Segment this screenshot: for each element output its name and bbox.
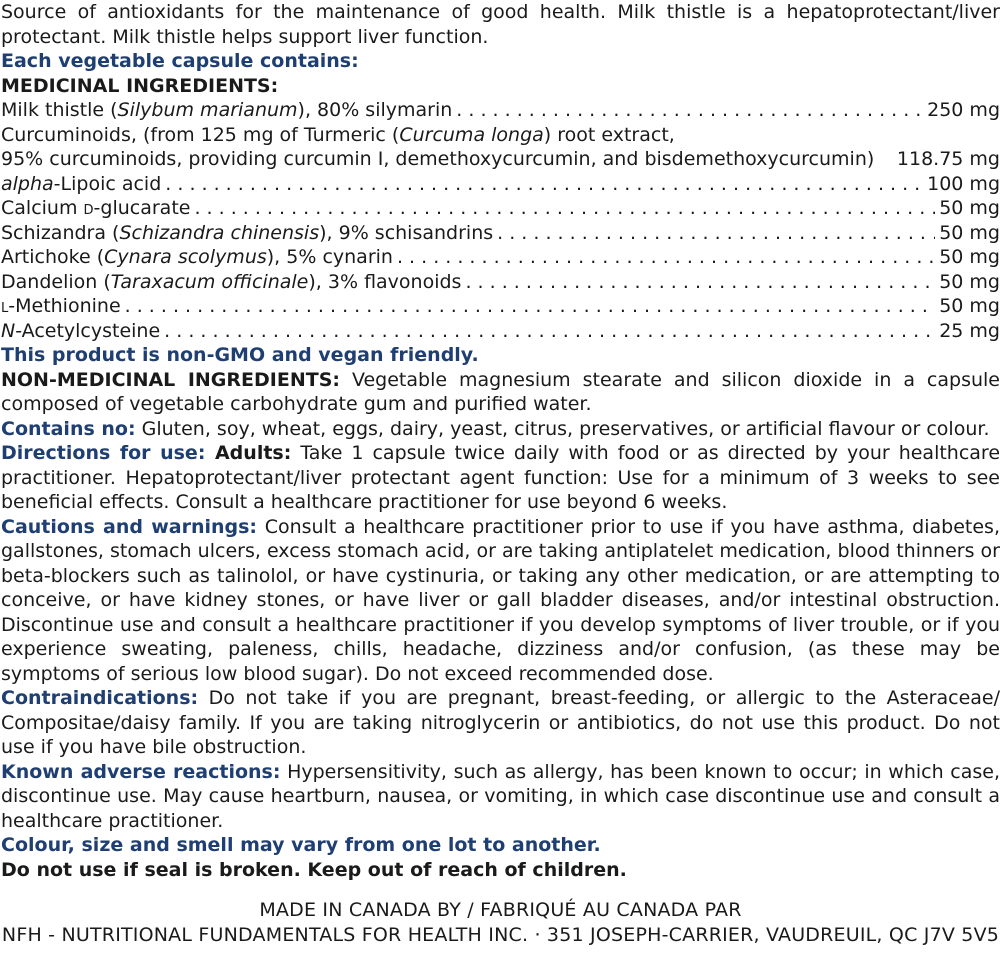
dot-leader (465, 270, 935, 295)
dot-leader (164, 319, 935, 344)
dot-leader (125, 294, 936, 319)
ingredient-name: Milk thistle (Silybum marianum), 80% silymarin (1, 99, 453, 121)
ingredient-amount: 50 mg (939, 295, 1000, 317)
capsule-heading: Each vegetable capsule contains: (1, 50, 359, 72)
contraindications-label: Contraindications: (1, 687, 199, 709)
ingredient-row (1, 270, 1000, 295)
colour-note: Colour, size and smell may vary from one lot to another. (1, 834, 601, 856)
ingredient-amount: 50 mg (939, 246, 1000, 268)
adverse-label: Known adverse reactions: (1, 760, 281, 783)
non-medicinal-label: NON-MEDICINAL INGREDIENTS: (1, 368, 340, 391)
ingredient-amount: 50 mg (939, 270, 1000, 293)
ingredient-row (1, 172, 1000, 197)
contains-no-section (1, 417, 1000, 442)
dot-leader (497, 221, 935, 246)
intro-text: Source of antioxidants for the maintenance of good health. Milk thistle is a hepatoprotectant/liver protectant. Milk thistle helps support liver function. (1, 1, 1000, 48)
contains-no-text: Gluten, soy, wheat, eggs, dairy, yeast, citrus, preservatives, or artificial flavour or colour. (135, 417, 990, 440)
ingredient-row (1, 98, 1000, 123)
non-medicinal-section (1, 368, 1000, 417)
ingredient-name: Dandelion (Taraxacum officinale), 3% flavonoids (1, 270, 462, 293)
ingredient-list (1, 98, 1000, 343)
non-medicinal-text: Vegetable magnesium stearate and silicon dioxide in a capsule composed of vegetable carbohydrate gum and purified water. (1, 368, 1000, 415)
ingredient-row (1, 196, 1000, 221)
ingredient-name: l-Methionine (1, 295, 121, 317)
ingredient-row (1, 294, 1000, 319)
directions-text: Take 1 capsule twice daily with food or as directed by your healthcare practitioner. Hepatoprotectant/liver protectant agent function: Use for a minimum of 3 weeks to see beneficial effects. Consult a healthcare practitioner for use beyond 6 weeks. (1, 442, 1000, 513)
non-gmo-statement: This product is non-GMO and vegan friendly. (1, 344, 479, 366)
contraindications-text: Do not take if you are pregnant, breast-feeding, or allergic to the Asteraceae/ Compositae/daisy family. If you are taking nitroglycerin or antibiotics, do not use this product. Do not use if you have bile obstruction. (1, 687, 1000, 758)
dot-leader (397, 245, 935, 270)
ingredient-name: Schizandra (Schizandra chinensis), 9% schisandrins (1, 221, 494, 244)
ingredient-amount: 50 mg (939, 197, 1000, 219)
ingredient-row (1, 221, 1000, 246)
ingredient-amount: 25 mg (939, 319, 1000, 342)
footer-made-in: MADE IN CANADA BY / FABRIQUÉ AU CANADA PAR (259, 899, 742, 921)
footer-address: NFH - NUTRITIONAL FUNDAMENTALS FOR HEALTH INC. · 351 JOSEPH-CARRIER, VAUDREUIL, QC J7V 5V5 (1, 923, 1000, 946)
ingredient-amount: 250 mg (927, 99, 1000, 121)
cautions-section (1, 515, 1000, 687)
directions-section (1, 441, 1000, 515)
ingredient-row (1, 319, 1000, 344)
ingredient-amount: 100 mg (927, 172, 1000, 195)
ingredient-amount: 118.75 mg (896, 148, 1000, 170)
ingredient-row (1, 147, 1000, 172)
seal-note: Do not use if seal is broken. Keep out of reach of children. (1, 858, 627, 881)
ingredient-name: N-Acetylcysteine (1, 319, 161, 342)
ingredient-row: Curcuminoids, (from 125 mg of Turmeric (Curcuma longa) root extract, (1, 123, 675, 146)
medicinal-heading: MEDICINAL INGREDIENTS: (1, 74, 279, 97)
ingredient-name: Artichoke (Cynara scolymus), 5% cynarin (1, 246, 393, 268)
manufacturer-footer (1, 898, 1000, 947)
cautions-label: Cautions and warnings: (1, 515, 258, 538)
directions-sublabel: Adults: (205, 442, 292, 464)
ingredient-row (1, 245, 1000, 270)
adverse-text: Hypersensitivity, such as allergy, has been known to occur; in which case, discontinue use. May cause heartburn, nausea, or vomiting, in which case discontinue use and consult a healthcare practitioner. (1, 760, 1000, 832)
dot-leader (456, 98, 923, 123)
contraindications-section (1, 686, 1000, 760)
adverse-section (1, 760, 1000, 834)
dot-leader (194, 196, 935, 221)
ingredient-name: Calcium d-glucarate (1, 197, 191, 219)
ingredient-name: 95% curcuminoids, providing curcumin I, demethoxycurcumin, and bisdemethoxycurcumin) (1, 148, 875, 170)
dot-leader (165, 172, 923, 197)
ingredient-name: alpha-Lipoic acid (1, 172, 162, 195)
cautions-text: Consult a healthcare practitioner prior to use if you have asthma, diabetes, gallstones, stomach ulcers, excess stomach acid, or are taking antiplatelet medication, blood thinners or beta-blockers such as talinolol, or have cystinuria, or taking any other medication, or are attempting to conceive, or have kidney stones, or have liver or gall bladder diseases, and/or intestinal obstruction. Discontinue use and consult a healthcare practitioner if you develop symptoms of liver trouble, or if you experience sweating, paleness, chills, headache, dizziness and/or confusion, (as these may be symptoms of serious low blood sugar). Do not exceed recommended dose. (1, 515, 1000, 685)
directions-label: Directions for use: (1, 442, 206, 464)
ingredient-amount: 50 mg (939, 221, 1000, 244)
contains-no-label: Contains no: (1, 417, 136, 440)
